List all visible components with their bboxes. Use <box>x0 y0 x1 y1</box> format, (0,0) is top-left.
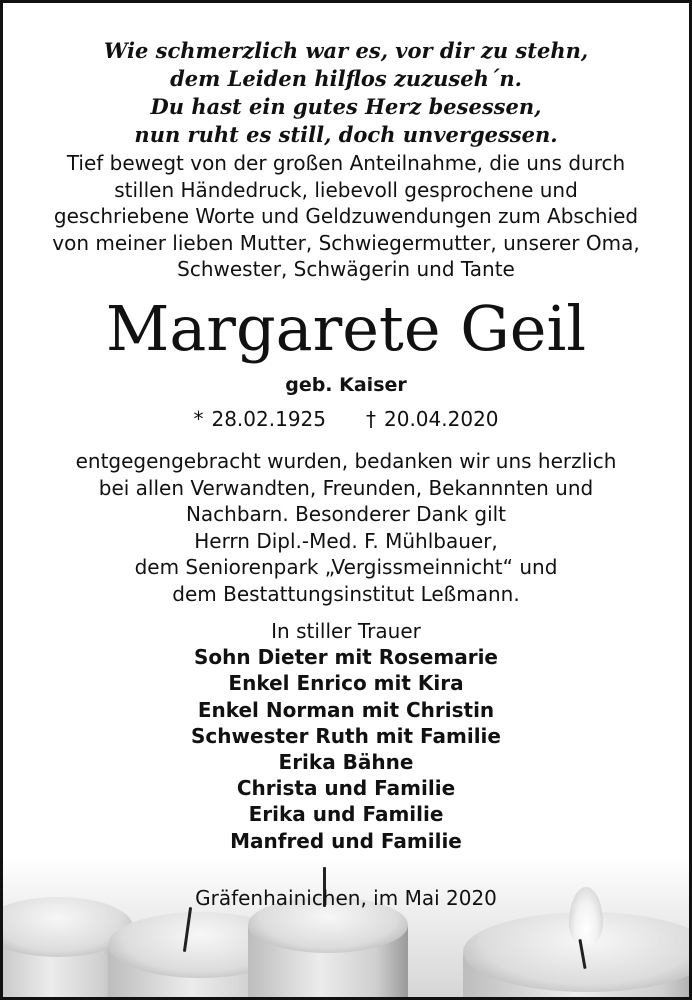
cross-icon: † <box>366 407 376 431</box>
birth-date: 28.02.1925 <box>211 407 326 431</box>
birth <box>193 406 326 432</box>
mourner-name: Erika Bähne <box>278 750 414 775</box>
mourner-name: Erika und Familie <box>248 802 444 827</box>
thanks-line: dem Seniorenpark „Vergissmeinnicht“ und <box>134 555 558 580</box>
death-date: 20.04.2020 <box>384 407 499 431</box>
intro-text <box>21 150 671 283</box>
thanks-line: Herrn Dipl.-Med. F. Mühlbauer, <box>194 528 498 553</box>
life-dates <box>21 406 671 432</box>
candles-image <box>3 857 689 997</box>
mourners-section <box>21 618 671 880</box>
intro-line: Schwester, Schwägerin und Tante <box>177 257 515 281</box>
mourner-name: Christa und Familie <box>236 776 456 801</box>
mourner-name: Enkel Norman mit Christin <box>197 697 495 722</box>
deceased-name: Margarete Geil <box>105 292 587 365</box>
mourner-name: Manfred und Familie <box>230 828 462 853</box>
intro-line: Tief bewegt von der großen Anteilnahme, die uns durch <box>66 151 626 175</box>
thanks-line: dem Bestattungsinstitut Leßmann. <box>172 581 520 606</box>
thanks-line: Nachbarn. Besonderer Dank gilt <box>185 502 507 527</box>
mourning-label: In stiller Trauer <box>271 619 421 643</box>
place-date: Gräfenhainichen, im Mai 2020 <box>195 886 497 910</box>
thanks-line: entgegengebracht wurden, bedanken wir uns herzlich <box>75 449 617 473</box>
poem-line: Wie schmerzlich war es, vor dir zu stehn, <box>103 38 589 63</box>
death <box>366 406 499 432</box>
poem-line: nun ruht es still, doch unvergessen. <box>134 122 558 147</box>
intro-line: von meiner lieben Mutter, Schwiegermutter, unserer Oma, <box>52 230 640 255</box>
mourner-name: Sohn Dieter mit Rosemarie <box>193 645 498 670</box>
mourner-name: Schwester Ruth mit Familie <box>191 723 501 748</box>
poem-line: dem Leiden hilflos zuzuseh´n. <box>170 66 522 91</box>
poem-line: Du hast ein gutes Herz besessen, <box>150 94 542 119</box>
thanks-line: bei allen Verwandten, Freunden, Bekannnten und <box>98 475 594 500</box>
poem <box>21 37 671 149</box>
intro-line: geschriebene Worte und Geldzuwendungen zum Abschied <box>53 204 639 228</box>
mourner-name: Enkel Enrico mit Kira <box>228 671 464 696</box>
maiden-name: geb. Kaiser <box>285 374 407 396</box>
birth-symbol: * <box>193 407 204 431</box>
intro-line: stillen Händedruck, liebevoll gesprochene und <box>114 177 578 202</box>
thanks-text <box>21 448 671 608</box>
